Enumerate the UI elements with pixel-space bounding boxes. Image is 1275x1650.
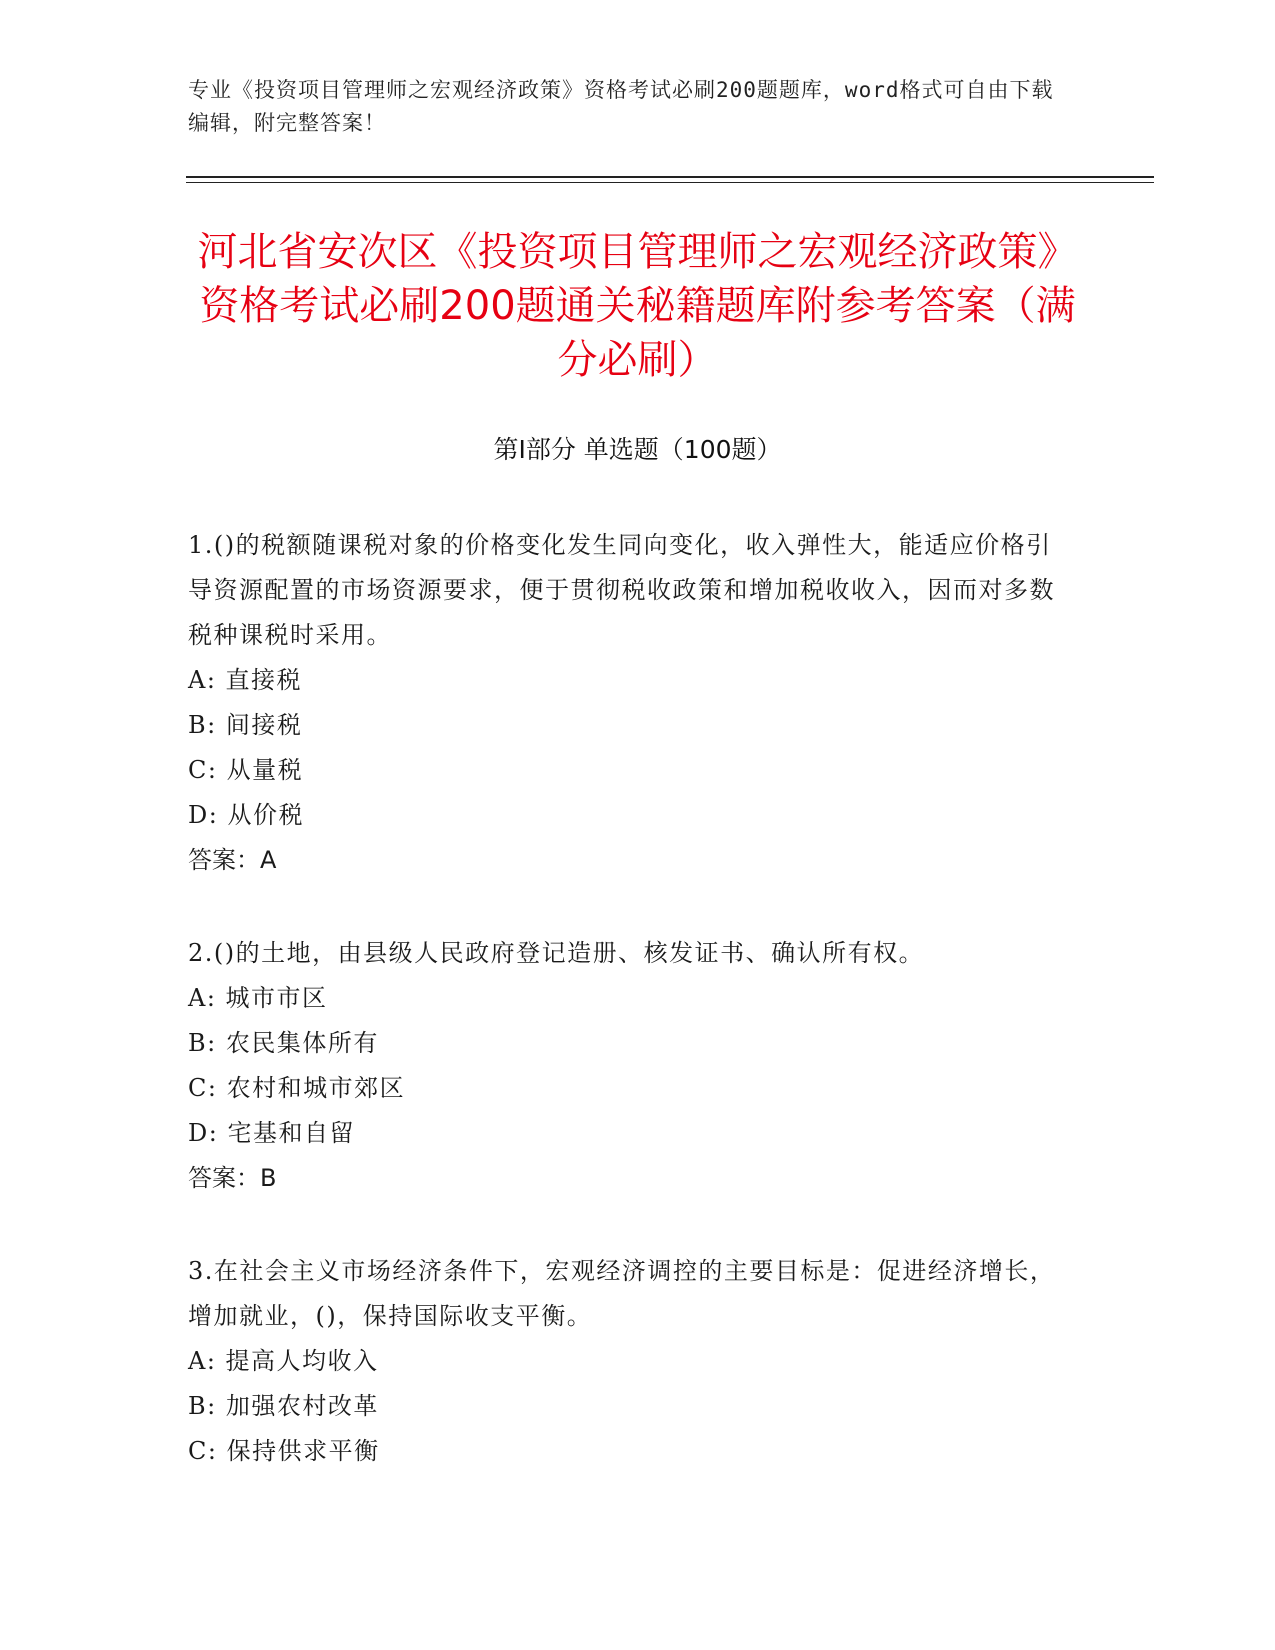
question-text: 2.()的土地，由县级人民政府登记造册、核发证书、确认所有权。: [188, 939, 925, 967]
question-text: 1.()的税额随课税对象的价格变化发生同向变化，收入弹性大，能适应价格引导资源配置的市场资源要求，便于贯彻税收政策和增加税收收入，因而对多数税种课税时采用。: [188, 531, 1055, 649]
question-text: 3.在社会主义市场经济条件下，宏观经济调控的主要目标是：促进经济增长，增加就业，()，保持国际收支平衡。: [188, 1257, 1056, 1330]
option-c: C: 农村和城市郊区: [188, 1074, 406, 1102]
option-d: D: 从价税: [188, 801, 304, 829]
option-b: B: 间接税: [188, 711, 303, 739]
header-divider-thick: [186, 176, 1154, 178]
option-c: C: 从量税: [188, 756, 304, 784]
option-d: D: 宅基和自留: [188, 1119, 355, 1147]
question-block: [188, 1249, 1068, 1474]
option-b: B: 农民集体所有: [188, 1029, 379, 1057]
option-a: A: 城市市区: [188, 984, 328, 1012]
option-c: C: 保持供求平衡: [188, 1437, 380, 1465]
header-note: 专业《投资项目管理师之宏观经济政策》资格考试必刷200题题库，word格式可自由下载编辑，附完整答案！: [188, 78, 1054, 135]
header-divider-thin: [186, 182, 1154, 183]
question-block: [188, 931, 1068, 1201]
option-b: B: 加强农村改革: [188, 1392, 379, 1420]
answer-line: 答案：A: [188, 846, 277, 874]
section-title: 第I部分 单选题（100题）: [493, 435, 782, 464]
document-title: 河北省安次区《投资项目管理师之宏观经济政策》资格考试必刷200题通关秘籍题库附参考答案（满分必刷）: [197, 229, 1078, 383]
option-a: A: 提高人均收入: [188, 1347, 379, 1375]
question-block: [188, 523, 1068, 883]
option-a: A: 直接税: [188, 666, 303, 694]
answer-line: 答案：B: [188, 1164, 277, 1192]
